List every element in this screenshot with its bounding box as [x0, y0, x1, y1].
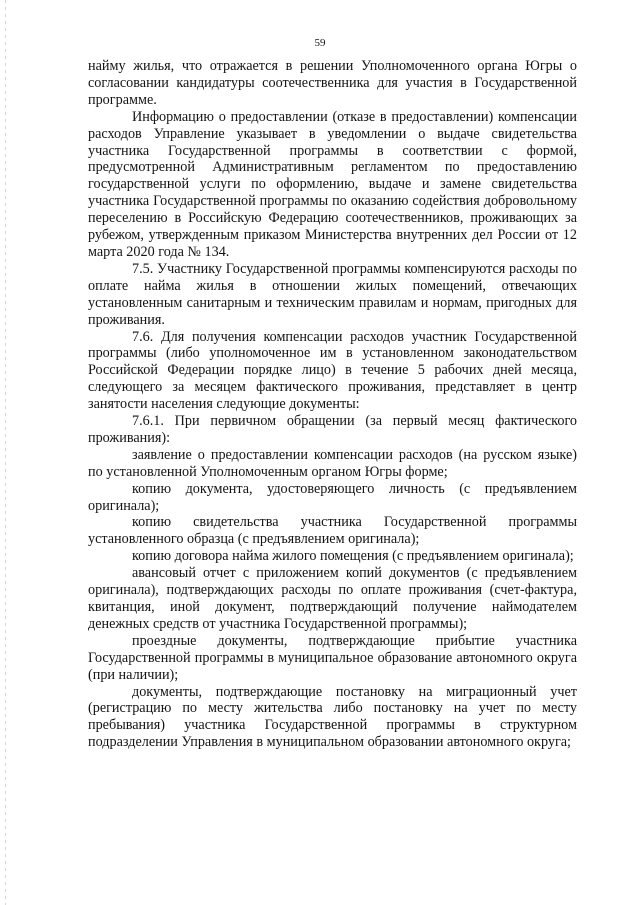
paragraph-compensation-info: Информацию о предоставлении (отказе в предоставлении) компенсации расходов Управление указывает в уведомлении о выдаче свидетельства участника Государственной программы в соответствии с формой, предусмотренной Административным регламентом по предоставлению государственной услуги по оформлению, выдаче и замене свидетельства участника Государственной программы по оказанию содействия добровольному переселению в Российскую Федерацию соотечественников, проживающих за рубежом, утвержденным приказом Министерства внутренних дел России от 12 марта 2020 года № 134. [88, 108, 577, 260]
paragraph-7-5: 7.5. Участнику Государственной программы компенсируются расходы по оплате найма жилья в отношении жилых помещений, отвечающих установленным санитарным и техническим правилам и нормам, пригодных для проживания. [88, 260, 577, 328]
document-body [88, 58, 577, 751]
list-item-lease-copy: копию договора найма жилого помещения (с предъявлением оригинала); [132, 548, 574, 565]
list-item-expense-report: авансовый отчет с приложением копий документов (с предъявлением оригинала), подтверждающих расходы по оплате проживания (счет-фактура, квитанция, иной документ, подтверждающий получение наймодателем денежных средств от участника Государственной программы); [88, 565, 577, 632]
paragraph-continuation: найму жилья, что отражается в решении Уполномоченного органа Югры о согласовании кандидатуры соотечественника для участия в Государственной программе. [88, 58, 577, 108]
scan-edge [5, 0, 6, 905]
paragraph-7-6: 7.6. Для получения компенсации расходов участник Государственной программы (либо уполномоченное им в установленном законодательством Российской Федерации порядке лицо) в течение 5 рабочих дней месяца, следующего за месяцем фактического проживания, представляет в центр занятости населения следующие документы: [88, 328, 577, 413]
list-item-application: заявление о предоставлении компенсации расходов (на русском языке) по установленной Уполномоченным органом Югры форме; [88, 446, 577, 480]
list-item-migration-registration: документы, подтверждающие постановку на миграционный учет (регистрацию по месту жительства либо постановку на учет по месту пребывания) участника Государственной программы в структурном подразделении Управления в муниципальном образовании автономного округа; [88, 683, 577, 751]
list-item-certificate-copy: копию свидетельства участника Государственной программы установленного образца (с предъявлением оригинала); [88, 514, 577, 548]
paragraph-7-6-1: 7.6.1. При первичном обращении (за первый месяц фактического проживания): [88, 413, 577, 446]
list-item-travel-documents: проездные документы, подтверждающие прибытие участника Государственной программы в муниципальное образование автономного округа (при наличии); [88, 632, 577, 683]
list-item-identity-copy: копию документа, удостоверяющего личность (с предъявлением оригинала); [88, 480, 577, 514]
page-number: 59 [314, 37, 326, 49]
